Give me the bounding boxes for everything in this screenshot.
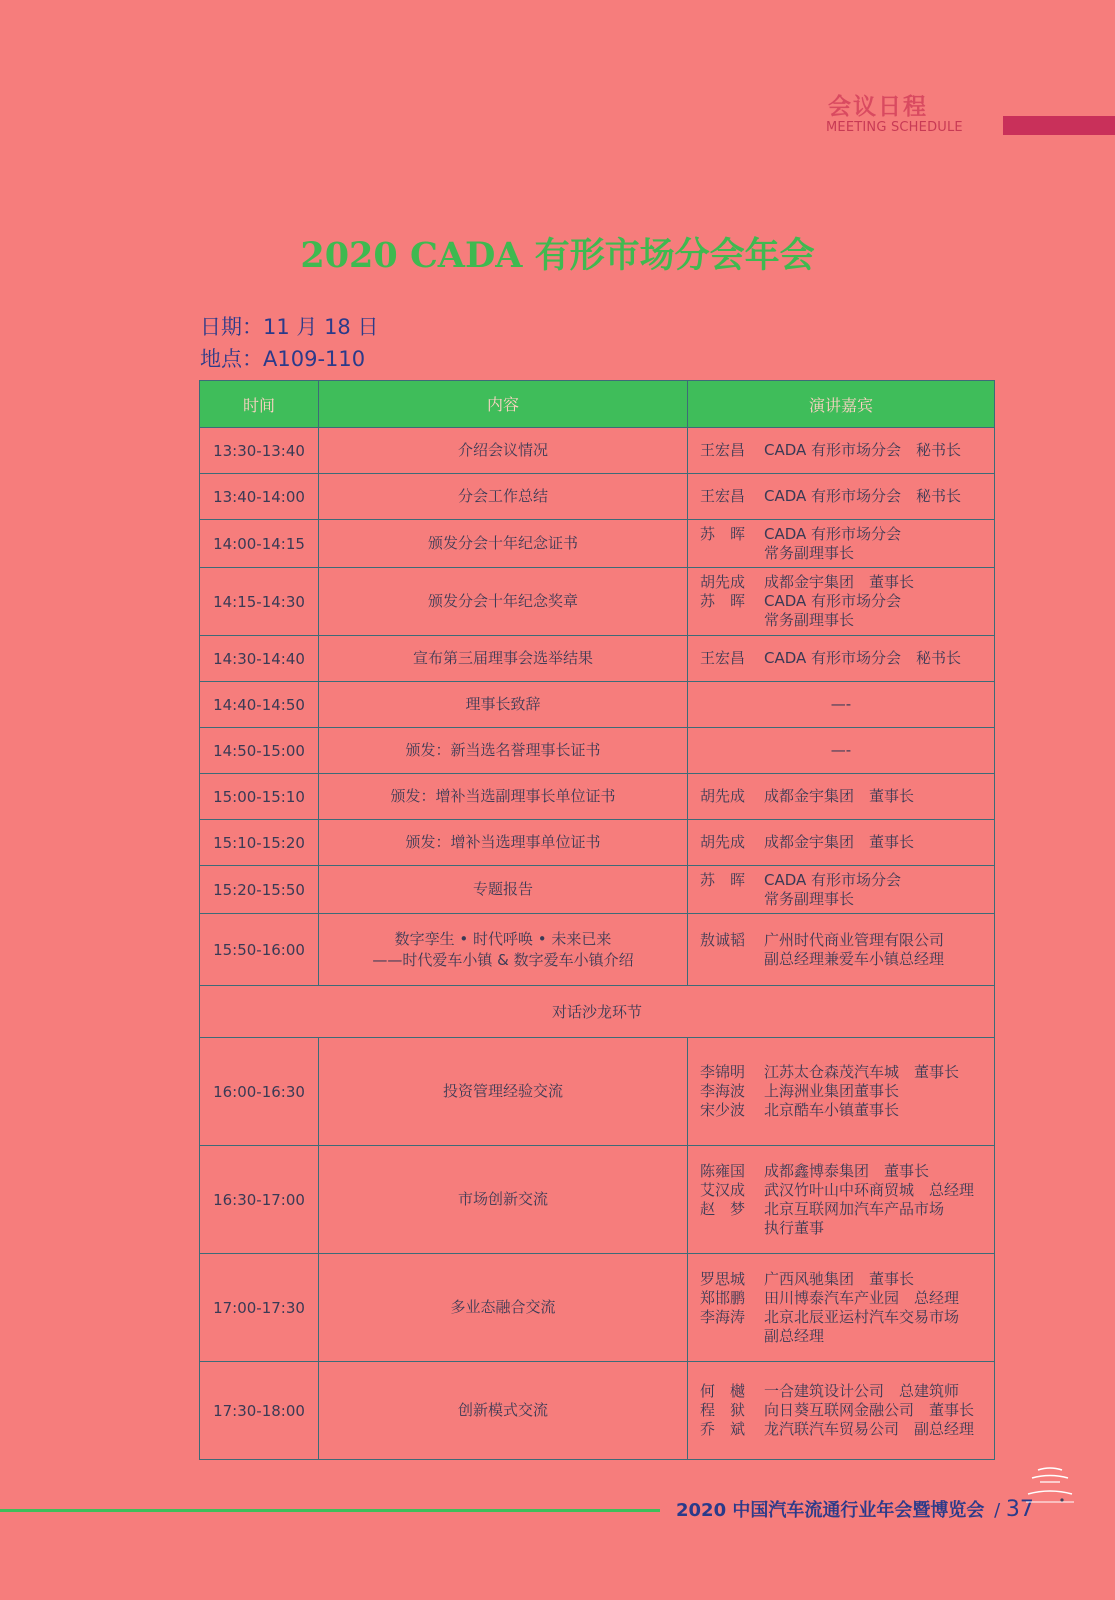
footer-text	[676, 1496, 1034, 1522]
speaker-entry	[700, 1270, 986, 1289]
speaker-desc	[764, 1270, 986, 1289]
speaker-cell	[688, 1254, 995, 1362]
speaker-name: 苏 晖	[700, 524, 746, 543]
speaker-desc-line: 成都金宇集团 董事长	[764, 787, 915, 805]
content-cell	[319, 1254, 688, 1362]
speaker-desc	[764, 1101, 986, 1120]
speaker-name: 胡先成	[700, 573, 746, 591]
content-cell	[319, 914, 688, 986]
speaker-desc	[764, 1200, 986, 1238]
time-cell: 13:40-14:00	[200, 474, 319, 520]
content-line: 颁发：增补当选副理事长单位证书	[390, 787, 616, 805]
table-body	[200, 428, 995, 1460]
speaker-entry	[700, 1063, 986, 1082]
speaker-entry	[700, 1200, 986, 1238]
content-cell	[319, 820, 688, 866]
table-row	[200, 568, 995, 636]
table-row	[200, 474, 995, 520]
footer-event-name: 2020 中国汽车流通行业年会暨博览会	[676, 1500, 985, 1521]
speaker-cell	[688, 520, 995, 568]
speaker-desc	[764, 487, 986, 506]
speaker-cell	[688, 1146, 995, 1254]
speaker-cell	[688, 866, 995, 914]
speaker-desc-line: 常务副理事长	[764, 611, 855, 629]
speaker-name: 李锦明	[700, 1063, 746, 1081]
speaker-desc	[764, 525, 986, 563]
speaker-desc-line: CADA 有形市场分会 秘书长	[764, 649, 962, 667]
event-location: 地点：A109-110	[200, 347, 366, 371]
content-line: 数字孪生 • 时代呼唤 • 未来已来	[394, 929, 612, 948]
header-content: 内容	[319, 381, 688, 428]
speaker-desc-line: CADA 有形市场分会	[764, 870, 902, 889]
speaker-desc	[764, 787, 986, 806]
content-line: 投资管理经验交流	[442, 1082, 563, 1100]
time-cell: 15:50-16:00	[200, 914, 319, 986]
schedule-table	[199, 380, 995, 1460]
speaker-desc-line: 上海洲业集团董事长	[764, 1082, 900, 1100]
speaker-cell	[688, 636, 995, 682]
speaker-desc-line: 常务副理事长	[764, 889, 855, 908]
header-accent-bar	[1003, 116, 1115, 135]
table-row	[200, 1146, 995, 1254]
speaker-desc-line: CADA 有形市场分会 秘书长	[764, 441, 962, 459]
table-row	[200, 866, 995, 914]
speaker-desc	[764, 1162, 986, 1181]
speaker-desc-line: 成都金宇集团 董事长	[764, 833, 915, 851]
speaker-desc	[764, 1308, 986, 1346]
content-line: 颁发：新当选名誉理事长证书	[405, 741, 601, 759]
content-cell	[319, 1038, 688, 1146]
speaker-cell	[688, 568, 995, 636]
speaker-desc-line: 副总经理兼爱车小镇总经理	[764, 949, 945, 968]
speaker-entry	[700, 1181, 986, 1200]
speaker-name: 王宏昌	[700, 487, 746, 505]
time-cell: 14:50-15:00	[200, 728, 319, 774]
speaker-desc	[764, 1082, 986, 1101]
speaker-entry	[700, 1082, 986, 1101]
time-cell: 17:30-18:00	[200, 1362, 319, 1460]
content-cell	[319, 636, 688, 682]
speaker-name: 赵 梦	[700, 1199, 746, 1218]
speaker-desc	[764, 441, 986, 460]
speaker-cell	[688, 820, 995, 866]
speaker-name: 艾汉成	[700, 1180, 746, 1199]
time-cell: 16:30-17:00	[200, 1146, 319, 1254]
content-line: 创新模式交流	[457, 1401, 548, 1419]
speaker-entry	[700, 787, 986, 806]
speaker-desc	[764, 871, 986, 909]
speaker-entry	[700, 833, 986, 852]
speaker-entry	[700, 649, 986, 668]
content-cell	[319, 682, 688, 728]
speaker-desc-line: 田川博泰汽车产业园 总经理	[764, 1288, 960, 1307]
header-title-en: MEETING SCHEDULE	[826, 120, 963, 135]
speaker-entry	[700, 487, 986, 506]
content-cell	[319, 474, 688, 520]
speaker-desc	[764, 931, 986, 969]
time-cell: 17:00-17:30	[200, 1254, 319, 1362]
footer-slash: /	[988, 1500, 1006, 1521]
time-cell: 16:00-16:30	[200, 1038, 319, 1146]
speaker-name: 罗思城	[700, 1269, 746, 1288]
speaker-entry	[700, 1420, 986, 1439]
speaker-name: 苏 晖	[700, 592, 746, 610]
speaker-entry	[700, 931, 986, 969]
speaker-desc-line: CADA 有形市场分会	[764, 592, 902, 610]
time-cell: 15:00-15:10	[200, 774, 319, 820]
time-cell: 15:20-15:50	[200, 866, 319, 914]
section-row	[200, 986, 995, 1038]
speaker-desc-line: 北京酷车小镇董事长	[764, 1101, 900, 1119]
section-label: 对话沙龙环节	[200, 986, 995, 1038]
speaker-cell: —-	[688, 682, 995, 728]
speaker-desc-line: 龙汽联汽车贸易公司 副总经理	[764, 1420, 975, 1438]
header-time: 时间	[200, 381, 319, 428]
speaker-desc-line: 向日葵互联网金融公司 董事长	[764, 1401, 975, 1419]
table-header-row	[200, 381, 995, 428]
speaker-cell	[688, 1038, 995, 1146]
table-row	[200, 428, 995, 474]
speaker-entry	[700, 1289, 986, 1308]
speaker-desc-line: 广州时代商业管理有限公司	[764, 930, 945, 949]
speaker-desc-line: 广西风驰集团 董事长	[764, 1269, 915, 1288]
speaker-name: 苏 晖	[700, 870, 746, 889]
speaker-name: 王宏昌	[700, 441, 746, 459]
speaker-name: 宋少波	[700, 1101, 746, 1119]
pagoda-logo-icon	[1024, 1464, 1076, 1508]
content-line: 市场创新交流	[457, 1190, 548, 1208]
speaker-desc-line: 北京北辰亚运村汽车交易市场	[764, 1307, 960, 1326]
speaker-name: 何 樾	[700, 1382, 746, 1400]
speaker-name: 李海涛	[700, 1307, 746, 1326]
speaker-entry	[700, 871, 986, 909]
table-row	[200, 520, 995, 568]
header-speakers: 演讲嘉宾	[688, 381, 995, 428]
page-number: 37	[1005, 1497, 1034, 1522]
speaker-desc	[764, 1063, 986, 1082]
table-row	[200, 682, 995, 728]
content-line: 颁发分会十年纪念奖章	[427, 592, 578, 610]
time-cell: 14:40-14:50	[200, 682, 319, 728]
speaker-desc	[764, 649, 986, 668]
speaker-desc-line: 常务副理事长	[764, 543, 855, 562]
speaker-entry	[700, 592, 986, 630]
speaker-entry	[700, 1382, 986, 1401]
speaker-cell	[688, 774, 995, 820]
content-line: 颁发分会十年纪念证书	[427, 534, 578, 552]
speaker-entry	[700, 441, 986, 460]
page-title: 2020 CADA 有形市场分会年会	[300, 235, 815, 276]
content-line: ——时代爱车小镇 & 数字爱车小镇介绍	[372, 950, 634, 969]
content-cell	[319, 520, 688, 568]
speaker-desc	[764, 1181, 986, 1200]
content-line: 专题报告	[472, 880, 533, 898]
time-cell: 14:15-14:30	[200, 568, 319, 636]
speaker-name: 程 狱	[700, 1401, 746, 1419]
header-title-cn: 会议日程	[828, 94, 928, 120]
speaker-desc	[764, 573, 986, 592]
speaker-entry	[700, 1101, 986, 1120]
content-line: 多业态融合交流	[450, 1298, 556, 1316]
speaker-name: 胡先成	[700, 787, 746, 805]
speaker-name: 李海波	[700, 1082, 746, 1100]
speaker-desc-line: 一合建筑设计公司 总建筑师	[764, 1382, 960, 1400]
speaker-desc	[764, 592, 986, 630]
speaker-desc	[764, 1420, 986, 1439]
content-cell	[319, 728, 688, 774]
speaker-name: 陈雍国	[700, 1161, 746, 1180]
speaker-entry	[700, 1162, 986, 1181]
content-cell	[319, 1362, 688, 1460]
speaker-name: 王宏昌	[700, 649, 746, 667]
table-row	[200, 636, 995, 682]
content-cell	[319, 1146, 688, 1254]
speaker-desc-line: 武汉竹叶山中环商贸城 总经理	[764, 1180, 975, 1199]
speaker-cell	[688, 914, 995, 986]
content-cell	[319, 568, 688, 636]
table-row	[200, 1254, 995, 1362]
speaker-name: 敖诚韬	[700, 930, 746, 949]
speaker-entry	[700, 1308, 986, 1346]
table-row	[200, 1362, 995, 1460]
content-line: 宣布第三届理事会选举结果	[412, 649, 593, 667]
footer-line	[0, 1509, 660, 1512]
speaker-desc	[764, 1401, 986, 1420]
time-cell: 14:30-14:40	[200, 636, 319, 682]
speaker-desc-line: 北京互联网加汽车产品市场	[764, 1199, 945, 1218]
content-cell	[319, 428, 688, 474]
table-row	[200, 820, 995, 866]
content-line: 介绍会议情况	[457, 441, 548, 459]
content-line: 分会工作总结	[457, 487, 548, 505]
speaker-entry	[700, 1401, 986, 1420]
speaker-desc	[764, 833, 986, 852]
speaker-desc-line: 执行董事	[764, 1218, 825, 1237]
speaker-cell	[688, 474, 995, 520]
speaker-name: 胡先成	[700, 833, 746, 851]
table-row	[200, 914, 995, 986]
content-line: 颁发：增补当选理事单位证书	[405, 833, 601, 851]
speaker-desc	[764, 1382, 986, 1401]
speaker-cell	[688, 1362, 995, 1460]
speaker-desc-line: CADA 有形市场分会	[764, 524, 902, 543]
speaker-desc-line: CADA 有形市场分会 秘书长	[764, 487, 962, 505]
time-cell: 15:10-15:20	[200, 820, 319, 866]
speaker-desc-line: 成都鑫博泰集团 董事长	[764, 1161, 930, 1180]
table-row	[200, 1038, 995, 1146]
speaker-entry	[700, 525, 986, 563]
event-date: 日期：11 月 18 日	[200, 315, 379, 339]
table-row	[200, 728, 995, 774]
speaker-desc	[764, 1289, 986, 1308]
table-row	[200, 774, 995, 820]
time-cell: 14:00-14:15	[200, 520, 319, 568]
speaker-desc-line: 副总经理	[764, 1326, 825, 1345]
content-cell	[319, 774, 688, 820]
speaker-cell	[688, 428, 995, 474]
speaker-name: 乔 斌	[700, 1420, 746, 1438]
speaker-desc-line: 江苏太仓森茂汽车城 董事长	[764, 1063, 960, 1081]
speaker-name: 郑邯鹏	[700, 1288, 746, 1307]
speaker-desc-line: 成都金宇集团 董事长	[764, 573, 915, 591]
time-cell: 13:30-13:40	[200, 428, 319, 474]
speaker-cell: —-	[688, 728, 995, 774]
content-line: 理事长致辞	[465, 695, 541, 713]
content-cell	[319, 866, 688, 914]
speaker-entry	[700, 573, 986, 592]
